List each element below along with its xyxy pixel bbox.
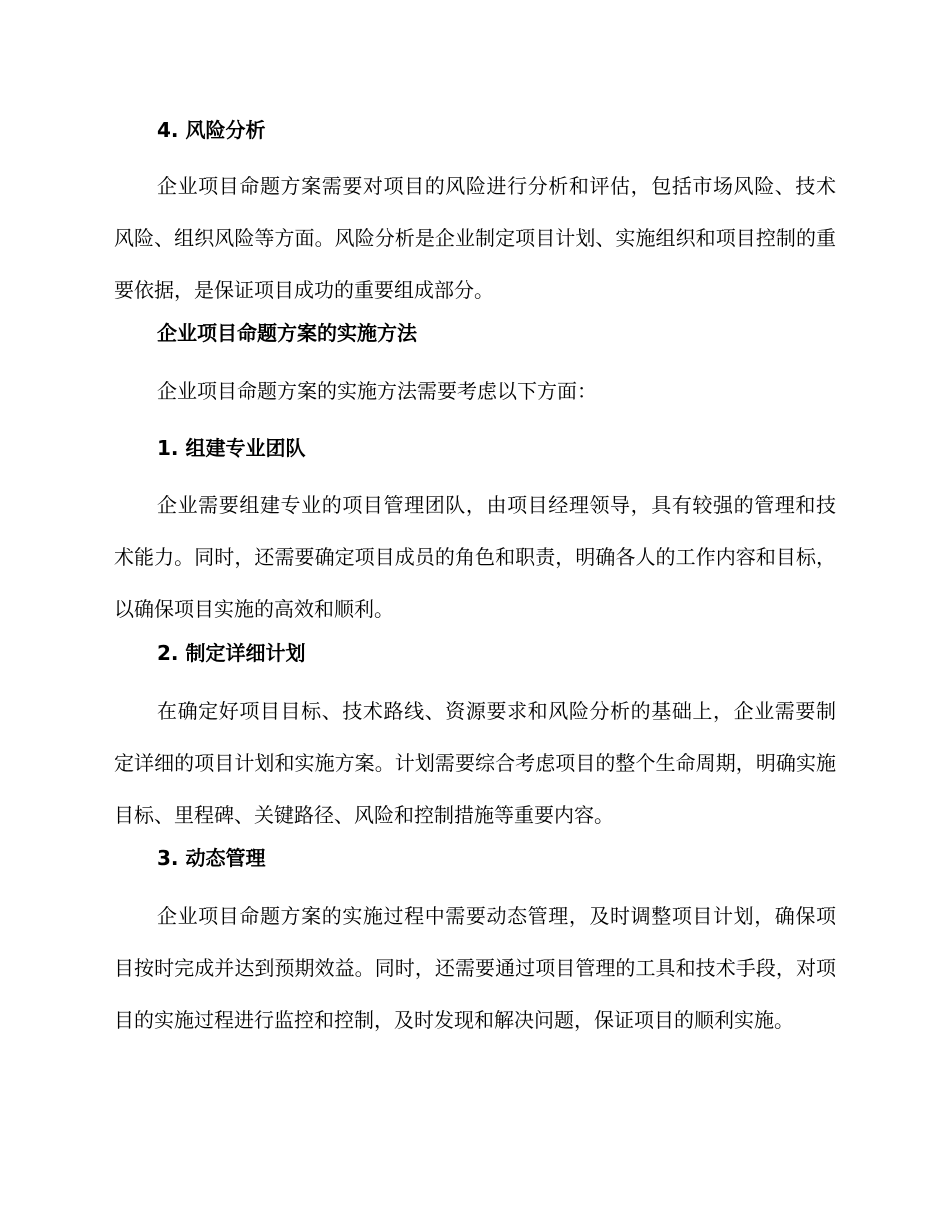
section-heading-risk-analysis: 4. 风险分析 xyxy=(157,118,266,142)
section-heading-detailed-plan: 2. 制定详细计划 xyxy=(157,641,306,665)
section-heading-implementation-methods: 企业项目命题方案的实施方法 xyxy=(157,321,417,345)
paragraph-risk-analysis: 企业项目命题方案需要对项目的风险进行分析和评估，包括市场风险、技术风险、组织风险等方面。风险分析是企业制定项目计划、实施组织和项目控制的重要依据，是保证项目成功的重要组成部分。 xyxy=(114,174,836,302)
paragraph-dynamic-management: 企业项目命题方案的实施过程中需要动态管理，及时调整项目计划，确保项目按时完成并达到预期效益。同时，还需要通过项目管理的工具和技术手段，对项目的实施过程进行监控和控制，及时发现和解决问题，保证项目的顺利实施。 xyxy=(114,904,836,1032)
section-heading-dynamic-management: 3. 动态管理 xyxy=(157,846,266,870)
paragraph-detailed-plan: 在确定好项目目标、技术路线、资源要求和风险分析的基础上，企业需要制定详细的项目计划和实施方案。计划需要综合考虑项目的整个生命周期，明确实施目标、里程碑、关键路径、风险和控制措施等重要内容。 xyxy=(114,699,836,827)
paragraph-implementation-intro: 企业项目命题方案的实施方法需要考虑以下方面： xyxy=(157,379,597,403)
paragraph-build-team: 企业需要组建专业的项目管理团队，由项目经理领导，具有较强的管理和技术能力。同时，还需要确定项目成员的角色和职责，明确各人的工作内容和目标，以确保项目实施的高效和顺利。 xyxy=(114,493,836,621)
section-heading-build-team: 1. 组建专业团队 xyxy=(157,436,306,460)
